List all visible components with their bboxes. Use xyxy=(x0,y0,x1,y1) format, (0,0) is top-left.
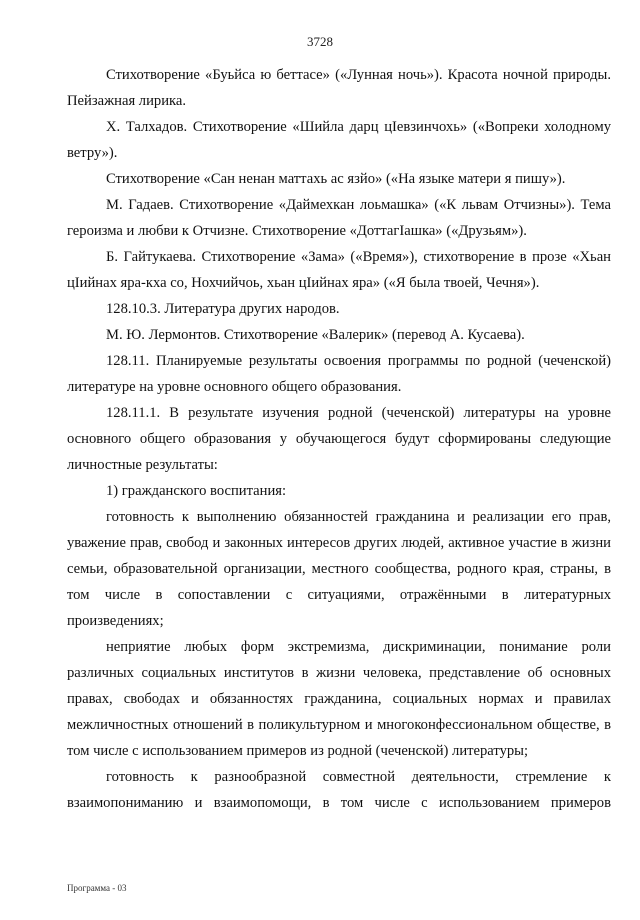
paragraph-7: М. Ю. Лермонтов. Стихотворение «Валерик» (перевод А. Кусаева). xyxy=(106,327,525,343)
paragraph-13: готовность к разнообразной совместной деятельности, стремление к взаимопониманию и взаимопомощи, в том числе с использованием примеров xyxy=(67,769,611,811)
paragraph-3: Стихотворение «Сан ненан маттахь ас язйо» («На языке матери я пишу»). xyxy=(106,171,566,187)
paragraph-10: 1) гражданского воспитания: xyxy=(106,483,287,499)
paragraph-9: 128.11.1. В результате изучения родной (чеченской) литературы на уровне основного общего образования у обучающегося будут сформированы следующие личностные результаты: xyxy=(67,405,611,473)
page-number: 3728 xyxy=(307,34,333,49)
paragraph-6: 128.10.3. Литература других народов. xyxy=(106,301,340,317)
paragraph-2: Х. Талхадов. Стихотворение «Шийла дарц цIевзинчохь» («Вопреки холодному ветру»). xyxy=(67,119,611,161)
paragraph-11: готовность к выполнению обязанностей гражданина и реализации его прав, уважение прав, свобод и законных интересов других людей, активное участие в жизни семьи, образовательной организации, местного сообщества, родного края, страны, в том числе в сопоставлении с ситуациями, отражёнными в литературных произведениях; xyxy=(67,509,611,629)
footer-label: Программа - 03 xyxy=(67,883,127,893)
paragraph-5: Б. Гайтукаева. Стихотворение «Зама» («Время»), стихотворение в прозе «Хьан цIийнах яра-кха со, Нохчийчоь, хьан цIийнах яра» («Я была твоей, Чечня»). xyxy=(67,249,611,291)
paragraph-12: неприятие любых форм экстремизма, дискриминации, понимание роли различных социальных институтов в жизни человека, представление об основных правах, свободах и обязанностях гражданина, социальных нормах и правилах межличностных отношений в поликультурном и многоконфессиональном обществе, в том числе с использованием примеров из родной (чеченской) литературы; xyxy=(67,639,611,759)
paragraph-1: Стихотворение «Буьйса ю беттасе» («Лунная ночь»). Красота ночной природы. Пейзажная лирика. xyxy=(67,67,611,109)
document-body xyxy=(67,62,611,816)
paragraph-4: М. Гадаев. Стихотворение «Даймехкан лоьмашка» («К львам Отчизны»). Тема героизма и любви к Отчизне. Стихотворение «ДоттагIашка» («Друзьям»). xyxy=(67,197,611,239)
paragraph-8: 128.11. Планируемые результаты освоения программы по родной (чеченской) литературе на уровне основного общего образования. xyxy=(67,353,611,395)
